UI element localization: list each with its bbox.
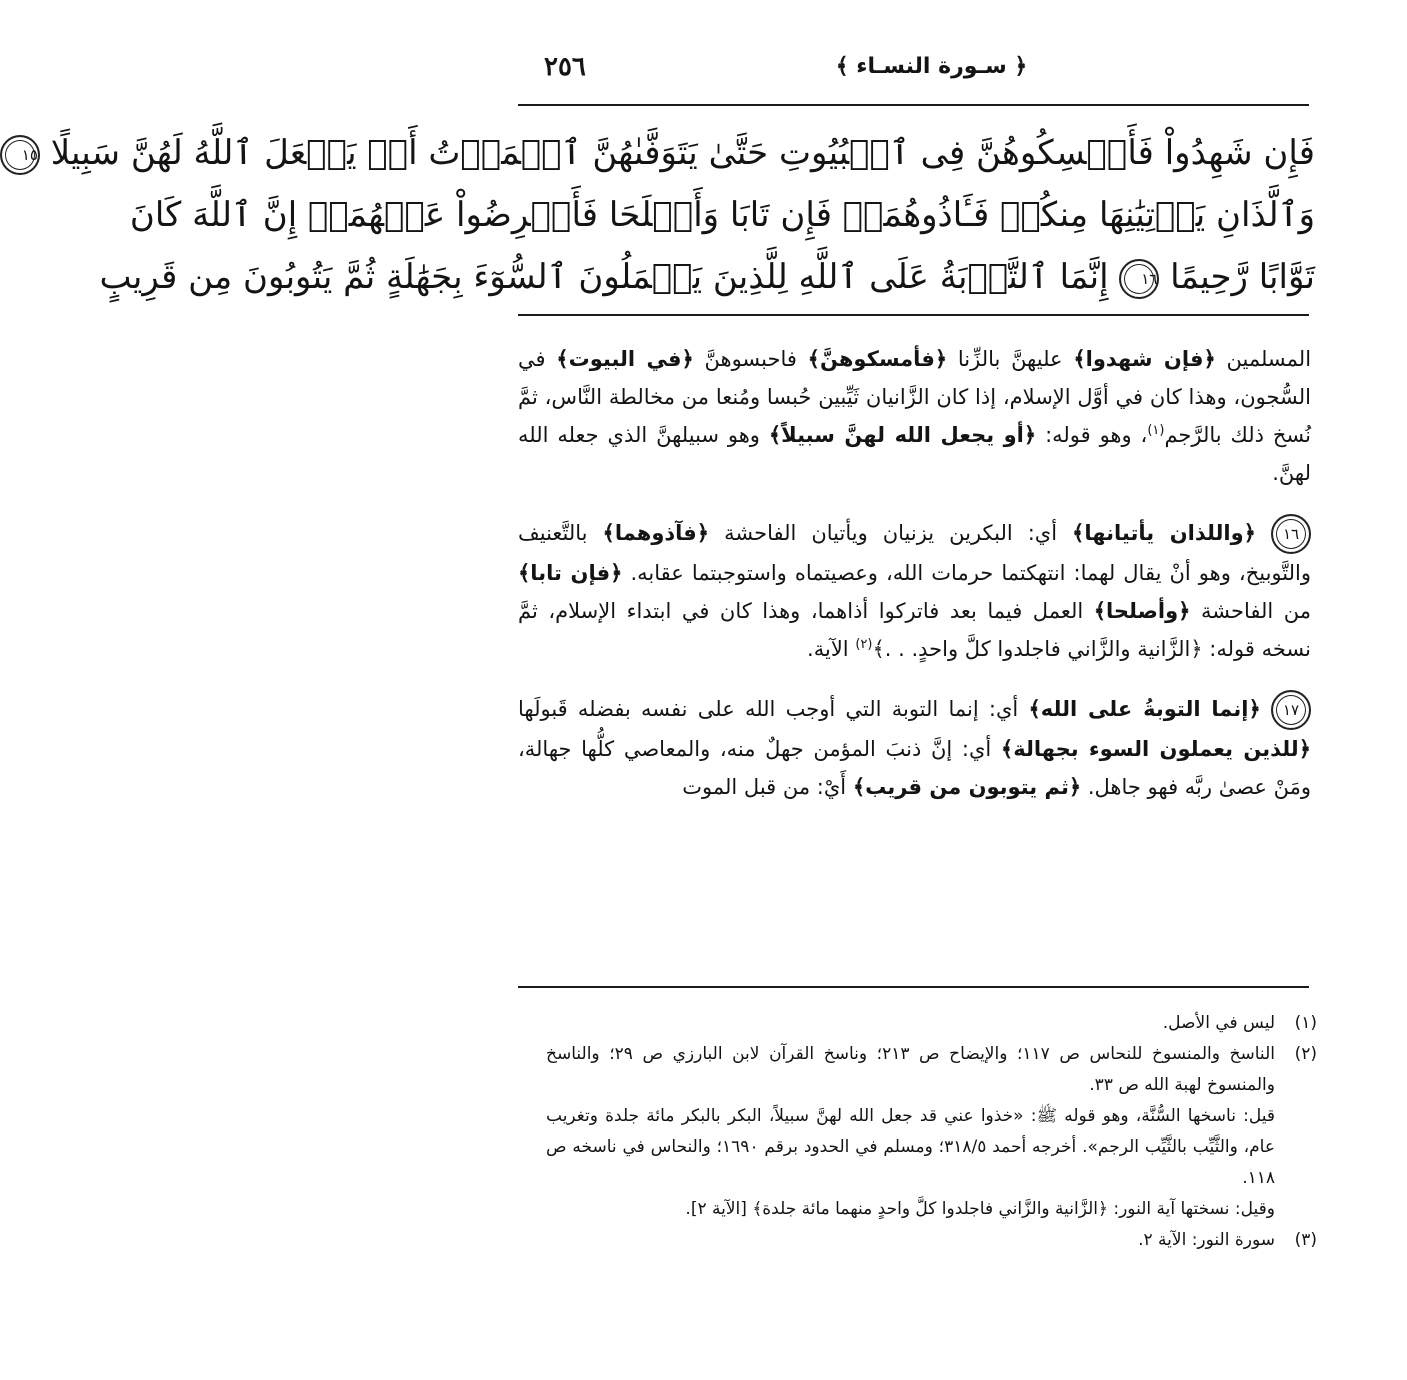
footnote-number: (١) <box>1294 1013 1317 1033</box>
footnote-2 <box>546 1039 1317 1101</box>
footnotes <box>546 1008 1317 1256</box>
quoted-verse: ﴿فآذوهما﴾ <box>602 521 710 545</box>
quoted-verse: ﴿ثم يتوبون من قريب﴾ <box>852 775 1082 799</box>
footnote-text: الناسخ والمنسوخ للنحاس ص ١١٧؛ والإيضاح ص ٢١٣؛ وناسخ القرآن لابن البارزي ص ٢٩؛ والناسخ والمنسوخ لهبة الله ص ٣٣. <box>546 1044 1275 1095</box>
footnote-3 <box>546 1225 1317 1256</box>
quran-line-3-text-b: إِنَّمَا ٱلتَّوۡبَةُ عَلَى ٱللَّهِ لِلَّذِينَ يَعۡمَلُونَ ٱلسُّوٓءَ بِجَهَٰلَةٍ ثُمَّ يَتُوبُونَ مِن قَرِيبٍ <box>99 257 1109 297</box>
footnote-text: ليس في الأصل. <box>1162 1013 1275 1033</box>
ayah-number-marker: ١٧ <box>1271 690 1311 730</box>
text-run: من الفاحشة <box>1190 599 1311 623</box>
quoted-verse: ﴿فإن شهدوا﴾ <box>1073 347 1216 371</box>
surah-title: ﴿ سـورة النسـاء ﴾ <box>835 54 1028 79</box>
header-divider <box>518 104 1309 106</box>
quoted-verse: ﴿فإن تابا﴾ <box>518 561 623 585</box>
quran-line-3 <box>99 246 1315 308</box>
text-run: عليهنَّ بالزِّنا <box>947 347 1074 371</box>
quoted-verse: ﴿في البيوت﴾ <box>556 347 694 371</box>
text-run: ، وهو قوله: <box>1036 423 1148 447</box>
text-run: أَيْ: من قبل الموت <box>682 775 853 799</box>
text-run: وهو سبيلهنَّ الذي جعله الله لهنَّ. <box>518 423 1311 485</box>
page-number: ٢٥٦ <box>544 52 586 82</box>
footnote-number: (٢) <box>1294 1044 1317 1064</box>
text-run: المسلمين <box>1215 347 1312 371</box>
footnote-text: سورة النور: الآية ٢. <box>1138 1230 1275 1250</box>
text-run: أي: إنما التوبة التي أوجب الله على نفسه بفضله قَبولَها <box>518 697 1029 721</box>
commentary <box>518 340 1311 828</box>
text-run: في السُّجون، وهذا كان في أوَّل الإسلام، إذا كان الزَّانيان ثَيِّبين حُبسا ومُنعا من مخالطة النَّاس، ثمَّ نُسخ ذلك بالرَّجم <box>518 347 1311 447</box>
text-run: بالتَّعنيف والتَّوبيخ، وهو أنْ يقال لهما: انتهكتما حرمات الله، وعصيتماه واستوجبتما عقابه. <box>518 521 1311 585</box>
text-run: الآية. <box>807 637 856 661</box>
quran-line-2: وَٱلَّذَانِ يَأۡتِيَٰنِهَا مِنكُمۡ فَـَٔاذُوهُمَاۖ فَإِن تَابَا وَأَصۡلَحَا فَأَعۡرِضُواْ عَنۡهُمَآۗ إِنَّ ٱللَّهَ كَانَ <box>129 195 1315 235</box>
quoted-verse: ﴿وأصلحا﴾ <box>1093 599 1191 623</box>
commentary-paragraph-15 <box>518 340 1311 492</box>
quran-line-1 <box>21 122 1315 184</box>
ayah-number-marker-16: ١٦ <box>1119 259 1159 299</box>
footnote-divider <box>518 986 1309 988</box>
quran-line-3-text-a: تَوَّابًا رَّحِيمًا <box>1170 257 1315 297</box>
footnote-2-continuation-1: قيل: ناسخها السُّنَّة، وهو قوله ﷺ: «خذوا عني قد جعل الله لهنَّ سبيلاً، البكر بالبكر مائة جلدة وتغريب عام، والثَّيِّب بالثَّيِّب الرجم». أخرجه أحمد ٣١٨/٥؛ ومسلم في الحدود برقم ١٦٩٠؛ والنحاس في ناسخه ص ١١٨. <box>546 1106 1276 1188</box>
quoted-verse: ﴿فأمسكوهنَّ﴾ <box>807 347 948 371</box>
ayah-number-marker: ١٦ <box>1271 514 1311 554</box>
text-run: فاحبسوهنَّ <box>693 347 808 371</box>
page-header <box>544 44 1319 96</box>
quran-verses <box>21 122 1315 308</box>
ayah-number-marker-15: ١٥ <box>0 135 40 175</box>
quoted-verse: ﴿إنما التوبةُ على الله﴾ <box>1028 697 1261 721</box>
footnote-number: (٣) <box>1294 1230 1317 1250</box>
text-run: العمل فيما بعد فاتركوا أذاهما، وهذا كان في ابتداء الإسلام، ثمَّ نسخه قوله: ﴿الزَّانية والزَّاني فاجلدوا كلَّ واحدٍ. . .﴾ <box>518 599 1311 661</box>
text-run: أي: إنَّ ذنبَ المؤمن جهلٌ منه، والمعاصي كلُّها جهالة، ومَنْ عصىٰ ربَّه فهو جاهل. <box>518 737 1311 799</box>
quoted-verse: ﴿واللذان يأتيانها﴾ <box>1072 521 1256 545</box>
footnote-1 <box>546 1008 1317 1039</box>
quoted-verse: ﴿للذين يعملون السوء بجهالة﴾ <box>1000 737 1311 761</box>
footnote-reference: (١) <box>1147 423 1165 438</box>
quoted-verse: ﴿أو يجعل الله لهنَّ سبيلاً﴾ <box>768 423 1037 447</box>
commentary-paragraph-16 <box>518 514 1311 668</box>
footnote-2-continuation-2: وقيل: نسختها آية النور: ﴿الزَّانية والزَّاني فاجلدوا كلَّ واحدٍ منهما مائة جلدة﴾ [الآية ٢]. <box>685 1199 1275 1219</box>
footnote-reference: (٢) <box>855 637 873 652</box>
quran-line-1-text: فَإِن شَهِدُواْ فَأَمۡسِكُوهُنَّ فِى ٱلۡبُيُوتِ حَتَّىٰ يَتَوَفَّىٰهُنَّ ٱلۡمَوۡتُ أَوۡ يَجۡعَلَ ٱللَّهُ لَهُنَّ سَبِيلًا <box>50 133 1315 173</box>
book-page <box>21 0 1407 1380</box>
commentary-paragraph-17 <box>518 690 1311 806</box>
text-run: أي: البكرين يزنيان ويأتيان الفاحشة <box>709 521 1073 545</box>
quran-divider <box>518 314 1309 316</box>
